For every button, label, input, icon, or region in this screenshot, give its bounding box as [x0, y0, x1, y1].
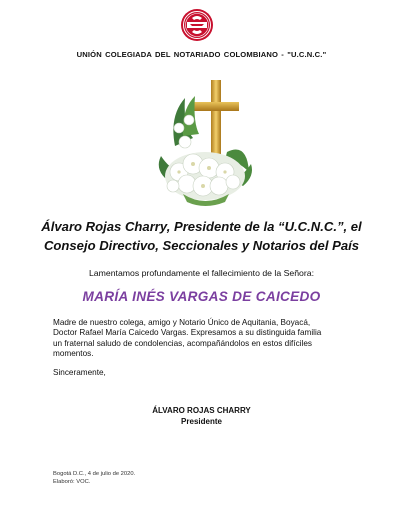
- heading-line-2: Consejo Directivo, Seccionales y Notarios del País: [43, 237, 360, 253]
- document-footer: [53, 470, 135, 486]
- signer-name: ÁLVARO ROJAS CHARRY: [152, 406, 251, 415]
- organization-name: UNIÓN COLEGIADA DEL NOTARIADO COLOMBIANO - "U.C.N.C.": [76, 50, 327, 59]
- intro-text: Lamentamos profundamente el fallecimiento de la Señora:: [88, 268, 315, 278]
- closing-salutation: Sinceramente,: [53, 368, 106, 377]
- condolence-message: [53, 318, 353, 360]
- signer-title: Presidente: [181, 416, 222, 426]
- deceased-name: MARÍA INÉS VARGAS DE CAICEDO: [82, 289, 321, 304]
- message-line-1: Madre de nuestro colega, amigo y Notario Único de Aquitania, Boyacá,: [53, 318, 311, 327]
- signature-block: [0, 406, 403, 427]
- footer-prepared-by: Elaboró: VOC.: [53, 479, 91, 485]
- condolence-heading: [0, 218, 403, 255]
- message-line-3: un fraternal saludo de condolencias, acompañándolos en estos difíciles: [53, 338, 312, 348]
- heading-line-1: Álvaro Rojas Charry, Presidente de la “U.C.N.C.”, el: [41, 219, 362, 234]
- ucnc-seal-icon: [180, 8, 214, 42]
- message-line-4: momentos.: [53, 349, 94, 359]
- cross-with-white-flowers-icon: [155, 76, 255, 208]
- message-line-2: Doctor Rafael María Caicedo Vargas. Expresamos a su distinguida familia: [53, 328, 322, 338]
- footer-date: Bogotá D.C., 4 de julio de 2020.: [53, 471, 136, 477]
